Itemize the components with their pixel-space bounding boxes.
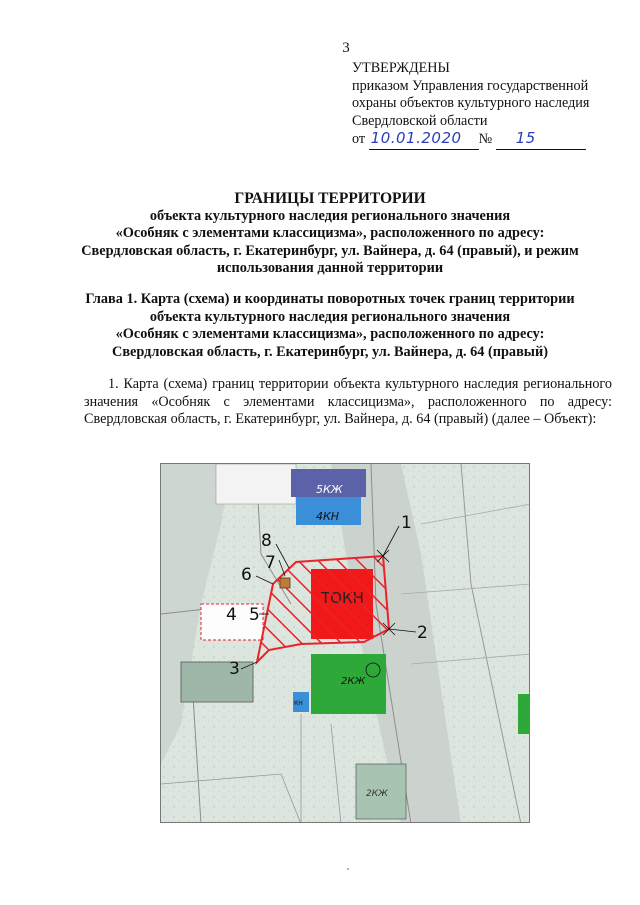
- approval-date-line: [352, 130, 589, 150]
- approval-block: [352, 60, 589, 150]
- document-heading: [60, 190, 600, 278]
- map-drawing: [161, 464, 530, 823]
- building-label-2kzh: 2КЖ: [341, 676, 366, 687]
- point-5: 5: [249, 605, 260, 625]
- approval-number: 15: [515, 129, 536, 147]
- approval-line-2: охраны объектов культурного наследия: [352, 95, 590, 111]
- building-label-5kzh: 5КЖ: [316, 483, 343, 496]
- chapter-line-3: «Особняк с элементами классицизма», расположенного по адресу:: [115, 326, 545, 342]
- point-7: 7: [265, 553, 276, 573]
- building-green-right: [518, 694, 530, 734]
- point-8: 8: [261, 531, 272, 551]
- heading-line-2: объекта культурного наследия регионального значения: [149, 207, 511, 224]
- chapter-line-1: Глава 1. Карта (схема) и координаты поворотных точек границ территории: [85, 291, 575, 307]
- point-2: 2: [417, 623, 428, 643]
- heading-line-4: Свердловская область, г. Екатеринбург, ул. Вайнера, д. 64 (правый), и режим: [81, 242, 579, 259]
- chapter-line-2: объекта культурного наследия регионального значения: [149, 308, 511, 325]
- approval-date: 10.01.2020: [370, 129, 462, 147]
- chapter-line-4: Свердловская область, г. Екатеринбург, ул. Вайнера, д. 64 (правый): [112, 343, 548, 360]
- point-3: 3: [229, 659, 240, 679]
- chapter-heading: [60, 291, 600, 361]
- point-1: 1: [401, 513, 412, 533]
- boundary-map: [160, 463, 530, 823]
- date-field: [369, 130, 479, 150]
- heading-line-1: ГРАНИЦЫ ТЕРРИТОРИИ: [234, 190, 426, 207]
- approval-title: УТВЕРЖДЕНЫ: [352, 60, 450, 76]
- number-field: [496, 130, 586, 150]
- approval-line-3: Свердловской области: [352, 112, 488, 129]
- point-6: 6: [241, 565, 252, 585]
- from-label: от: [352, 131, 366, 147]
- body-paragraph: 1. Карта (схема) границ территории объекта культурного наследия регионального значения «Особняк с элементами классицизма», расположенного по адресу: Свердловская область, г. Екатеринбург, ул. Вайнера, д. 64 (правый) (далее – Объект):: [84, 376, 612, 427]
- approval-line-1: приказом Управления государственной: [352, 77, 589, 94]
- building-gray: [181, 662, 253, 702]
- building-label-kn: КН: [294, 700, 303, 707]
- number-label: №: [478, 131, 493, 147]
- shed: [280, 578, 290, 588]
- heading-line-5: использования данной территории: [216, 260, 444, 276]
- scan-speck: [347, 868, 349, 870]
- heading-line-3: «Особняк с элементами классицизма», расположенного по адресу:: [115, 225, 545, 241]
- page-number: 3: [342, 40, 350, 56]
- point-4: 4: [226, 605, 237, 625]
- building-label-2kzh-bottom: 2КЖ: [366, 789, 388, 799]
- building-label-4kn: 4КН: [316, 510, 340, 523]
